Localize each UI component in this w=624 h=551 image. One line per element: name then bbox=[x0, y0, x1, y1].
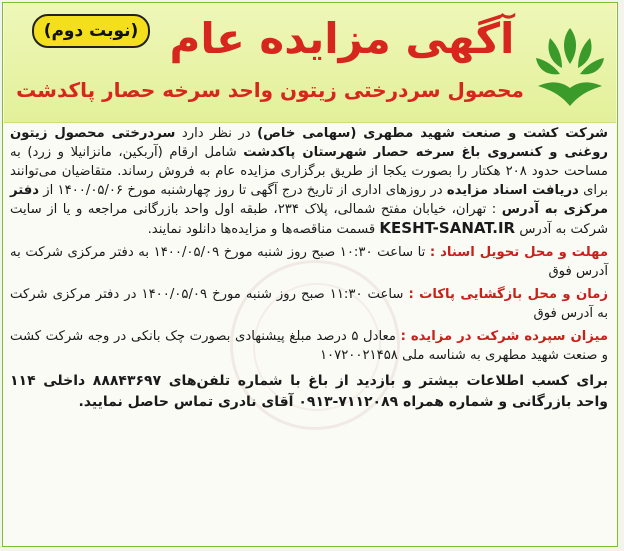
contact-info: برای کسب اطلاعات بیشتر و بازدید از باغ با شماره تلفن‌های ۸۸۸۴۳۶۹۷ داخلی ۱۱۴ واحد بازرگانی و شماره همراه ۷۱۱۲۰۸۹-۰۹۱۳ آقای نادری تماس حاصل نمایید. bbox=[10, 373, 608, 410]
product-description: سردرختی محصول زیتون روغنی و کنسروی باغ سرخه حصار شهرستان پاکدشت bbox=[10, 126, 608, 160]
section-label: زمان و محل بازگشایی پاکات : bbox=[408, 287, 609, 302]
company-name: شرکت کشت و صنعت شهید مطهری (سهامی خاص) bbox=[257, 126, 608, 141]
section-text: ساعت ۱۱:۳۰ صبح روز شنبه مورخ ۱۴۰۰/۰۵/۰۹ در دفتر مرکزی شرکت به آدرس فوق bbox=[10, 287, 608, 321]
head-office-label: دفتر مرکزی به آدرس bbox=[10, 183, 608, 217]
section-label: میزان سپرده شرکت در مزایده : bbox=[400, 329, 608, 344]
envelope-opening-section bbox=[10, 285, 608, 323]
get-documents-label: دریافت اسناد مزایده bbox=[446, 183, 579, 198]
deposit-section bbox=[10, 327, 608, 365]
website-address: KESHT-SANAT.IR bbox=[379, 219, 516, 237]
document-deadline-section bbox=[10, 243, 608, 281]
intro-paragraph: شرکت کشت و صنعت شهید مطهری (سهامی خاص) در نظر دارد سردرختی محصول زیتون روغنی و کنسروی باغ سرخه حصار شهرستان پاکدشت شامل ارقام (آربکین، مانزانیلا و زرد) به مساحت حدود ۲۰۸ هکتار را بصورت یکجا از طریق برگزاری مزایده عام به فروش رساند. متقاضیان می‌توانند برای دریافت اسناد مزایده در روزهای اداری از تاریخ درج آگهی تا روز چهارشنبه مورخ ۱۴۰۰/۰۵/۰۶ از دفتر مرکزی به آدرس : تهران، خیابان مفتح شمالی، پلاک ۲۳۴، طبقه اول واحد بازرگانی مراجعه و یا از سایت شرکت به آدرس KESHT-SANAT.IR قسمت مناقصه‌ها و مزایده‌ها دانلود نمایند. bbox=[10, 126, 608, 237]
second-notice-badge: (نوبت دوم) bbox=[32, 14, 150, 48]
ad-title: آگهی مزایده عام bbox=[169, 14, 515, 63]
ad-body bbox=[6, 124, 612, 413]
ad-header bbox=[4, 4, 616, 123]
ad-subtitle: محصول سردرختی زیتون واحد سرخه حصار پاکدشت bbox=[16, 78, 524, 102]
section-text: معادل ۵ درصد مبلغ پیشنهادی بصورت چک بانکی در وجه شرکت کشت و صنعت شهید مطهری به شناسه ملی ۱۰۷۲۰۰۲۱۴۵۸ bbox=[10, 329, 608, 363]
section-label: مهلت و محل تحویل اسناد : bbox=[429, 245, 608, 260]
company-logo-icon bbox=[532, 24, 608, 116]
section-text: تا ساعت ۱۰:۳۰ صبح روز شنبه مورخ ۱۴۰۰/۰۵/۰۹ به دفتر مرکزی شرکت به آدرس فوق bbox=[10, 245, 608, 279]
